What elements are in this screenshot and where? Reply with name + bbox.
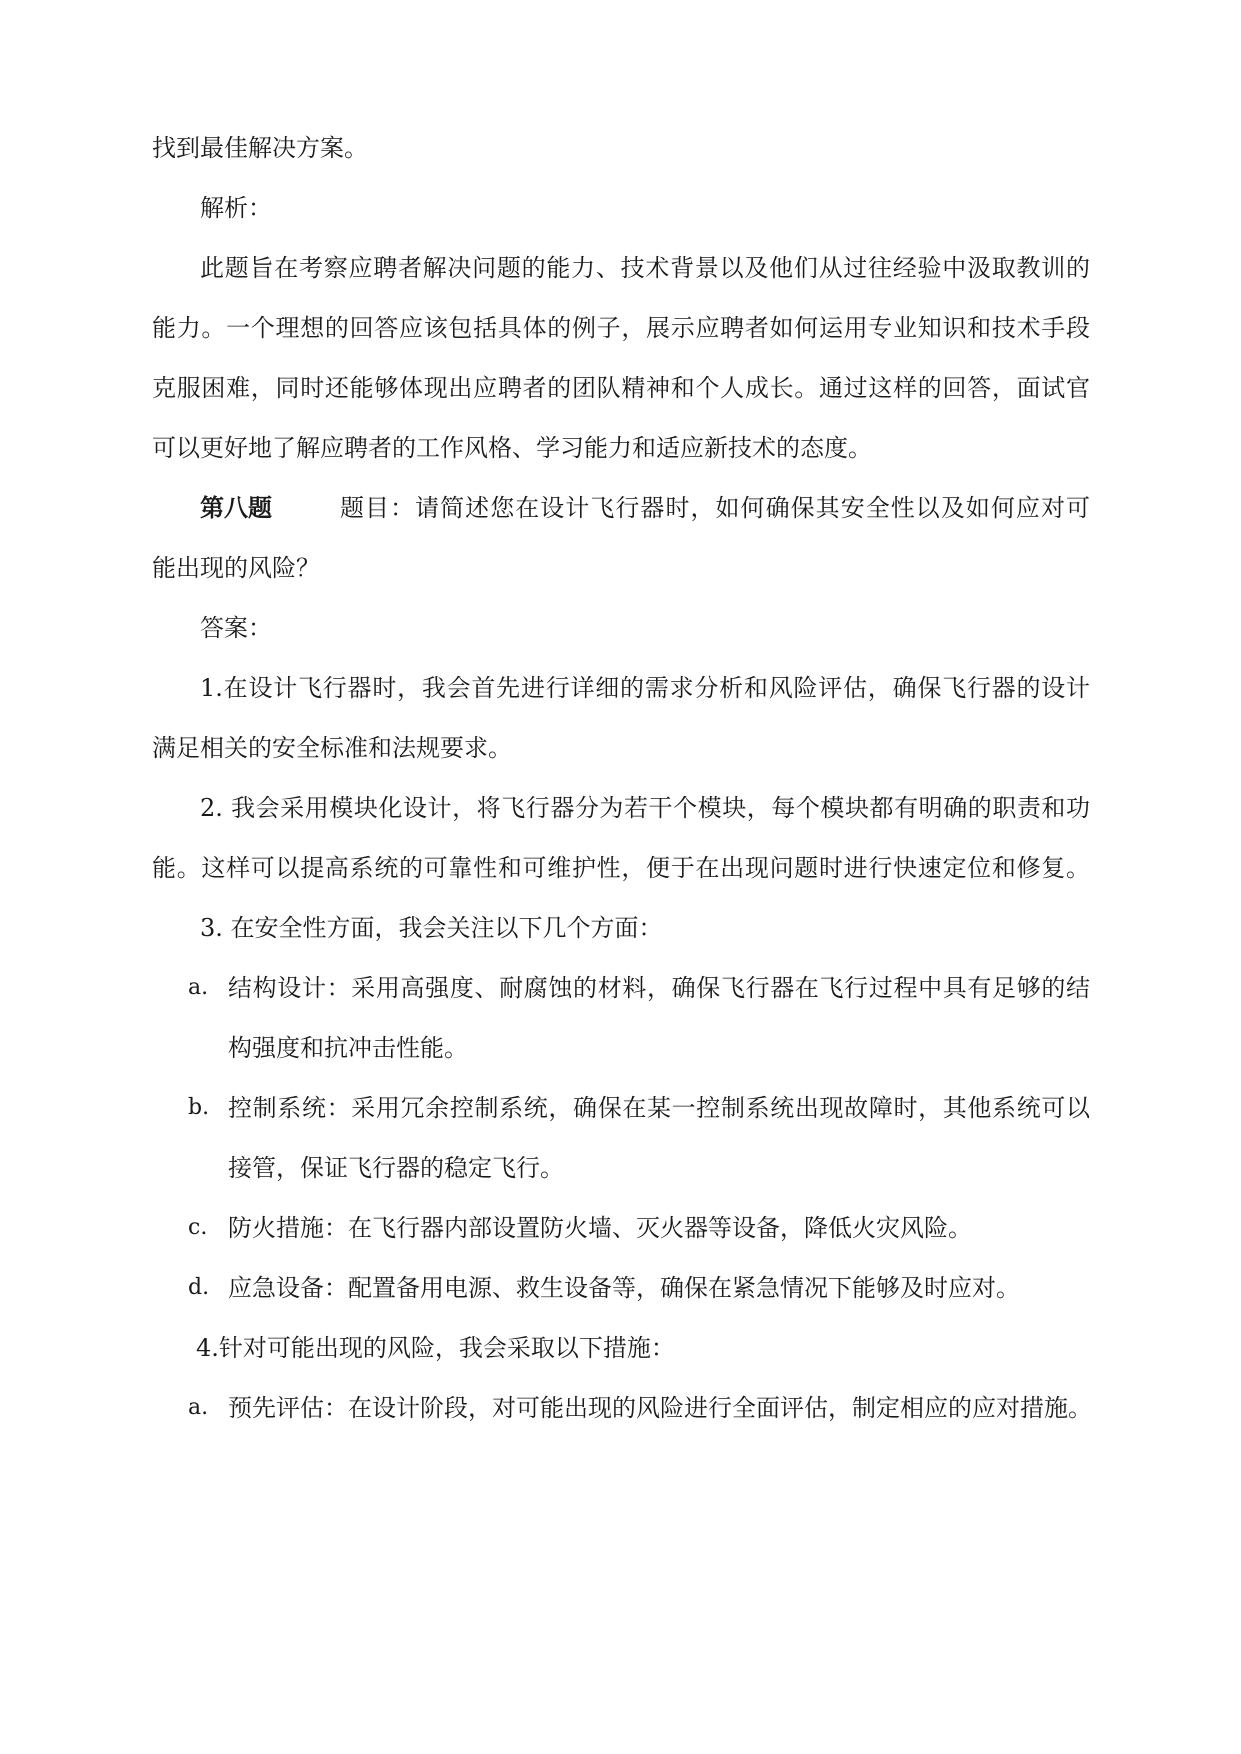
list-marker: a.	[188, 975, 209, 1000]
analysis-label: 解析：	[200, 194, 272, 222]
answer-item-4-line-1: 4.针对可能出现的风险，我会采取以下措施：	[196, 1334, 675, 1362]
answer-item-1-line-2: 满足相关的安全标准和法规要求。	[152, 734, 512, 762]
analysis-line-4: 可以更好地了解应聘者的工作风格、学习能力和适应新技术的态度。	[152, 434, 872, 462]
question-text-line-2: 能出现的风险？	[152, 554, 320, 582]
answer-item-2-line-2: 能。这样可以提高系统的可靠性和可维护性，便于在出现问题时进行快速定位和修复。	[152, 854, 1090, 882]
analysis-line-3: 克服困难，同时还能够体现出应聘者的团队精神和个人成长。通过这样的回答，面试官	[152, 374, 1090, 402]
list-marker: b.	[188, 1095, 210, 1120]
sub-item-control-line-2: 接管，保证飞行器的稳定飞行。	[228, 1154, 564, 1182]
answer-item-3-line-1: 3. 在安全性方面，我会关注以下几个方面：	[200, 914, 663, 942]
list-marker: a.	[188, 1395, 209, 1420]
question-number: 第八题	[200, 493, 272, 522]
answer-item-2-line-1: 2. 我会采用模块化设计，将飞行器分为若干个模块，每个模块都有明确的职责和功	[200, 794, 1090, 822]
analysis-line-1: 此题旨在考察应聘者解决问题的能力、技术背景以及他们从过往经验中汲取教训的	[200, 254, 1090, 282]
answer-label: 答案：	[200, 614, 272, 642]
sub-item-pre-assessment-line-1: 预先评估：在设计阶段，对可能出现的风险进行全面评估，制定相应的应对措施。	[228, 1394, 1092, 1422]
paragraph-line: 找到最佳解决方案。	[152, 134, 368, 162]
analysis-line-2: 能力。一个理想的回答应该包括具体的例子，展示应聘者如何运用专业知识和技术手段	[152, 314, 1090, 342]
sub-item-emergency-line-1: 应急设备：配置备用电源、救生设备等，确保在紧急情况下能够及时应对。	[228, 1274, 1020, 1302]
sub-item-structure-line-2: 构强度和抗冲击性能。	[228, 1034, 468, 1062]
sub-item-fire-line-1: 防火措施：在飞行器内部设置防火墙、灭火器等设备，降低火灾风险。	[228, 1214, 972, 1242]
sub-item-structure-line-1: 结构设计：采用高强度、耐腐蚀的材料，确保飞行器在飞行过程中具有足够的结	[228, 974, 1090, 1002]
question-text-line-1: 题目：请简述您在设计飞行器时，如何确保其安全性以及如何应对可	[340, 494, 1090, 522]
answer-item-1-line-1: 1.在设计飞行器时，我会首先进行详细的需求分析和风险评估，确保飞行器的设计	[200, 674, 1090, 702]
list-marker: d.	[188, 1275, 210, 1300]
list-marker: c.	[188, 1215, 208, 1240]
sub-item-control-line-1: 控制系统：采用冗余控制系统，确保在某一控制系统出现故障时，其他系统可以	[228, 1094, 1090, 1122]
